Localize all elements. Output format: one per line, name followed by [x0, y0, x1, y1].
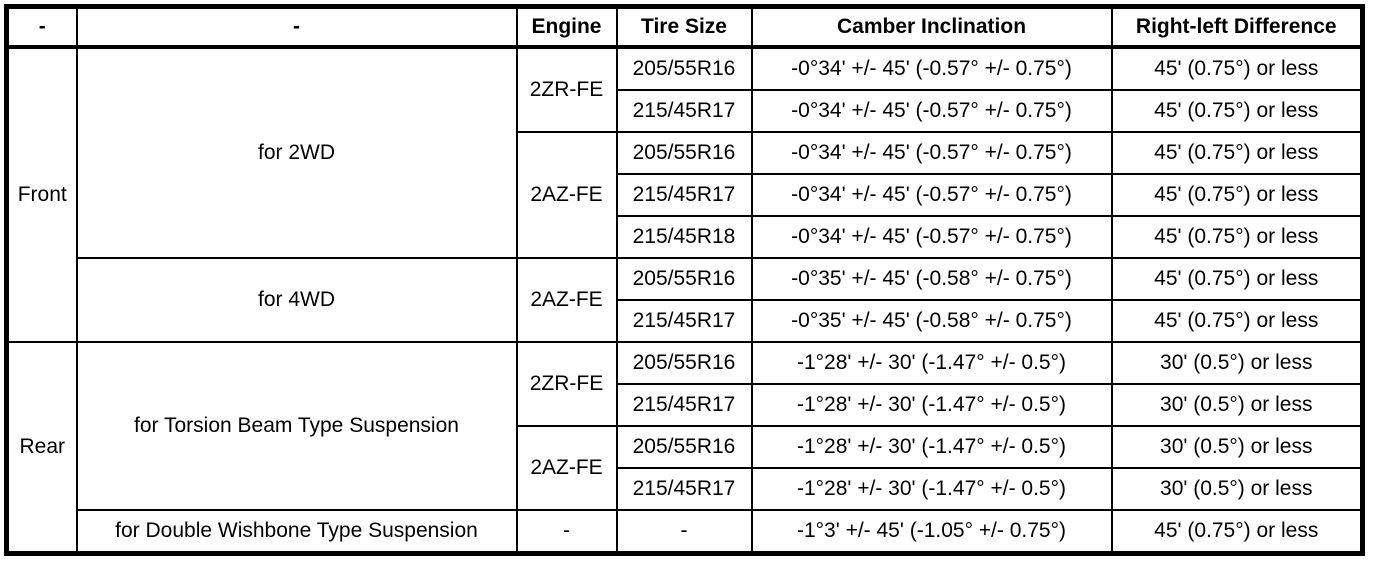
tire-size-cell: - — [617, 510, 752, 554]
camber-value-cell: -0°34' +/- 45' (-0.57° +/- 0.75°) — [752, 90, 1112, 132]
difference-value-cell: 30' (0.5°) or less — [1112, 468, 1363, 510]
header-row — [7, 7, 1363, 48]
camber-value-cell: -0°34' +/- 45' (-0.57° +/- 0.75°) — [752, 174, 1112, 216]
difference-value-cell: 30' (0.5°) or less — [1112, 426, 1363, 468]
config-label-cell: for 2WD — [77, 47, 517, 258]
config-label-cell: for 4WD — [77, 258, 517, 342]
difference-value-cell: 45' (0.75°) or less — [1112, 300, 1363, 342]
header-difference-col: Right-left Difference — [1112, 7, 1363, 48]
camber-value-cell: -0°34' +/- 45' (-0.57° +/- 0.75°) — [752, 47, 1112, 90]
engine-cell: 2ZR-FE — [517, 47, 617, 132]
camber-value-cell: -1°28' +/- 30' (-1.47° +/- 0.5°) — [752, 384, 1112, 426]
tire-size-cell: 205/55R16 — [617, 426, 752, 468]
camber-value-cell: -0°34' +/- 45' (-0.57° +/- 0.75°) — [752, 132, 1112, 174]
engine-cell: 2AZ-FE — [517, 132, 617, 258]
header-tire-size-col: Tire Size — [617, 7, 752, 48]
axle-label-cell: Rear — [7, 342, 77, 554]
camber-value-cell: -1°3' +/- 45' (-1.05° +/- 0.75°) — [752, 510, 1112, 554]
engine-cell: 2ZR-FE — [517, 342, 617, 426]
tire-size-cell: 205/55R16 — [617, 342, 752, 384]
tire-size-cell: 215/45R17 — [617, 174, 752, 216]
header-camber-col: Camber Inclination — [752, 7, 1112, 48]
camber-value-cell: -0°35' +/- 45' (-0.58° +/- 0.75°) — [752, 300, 1112, 342]
tire-size-cell: 215/45R17 — [617, 384, 752, 426]
camber-specification-table — [4, 4, 1365, 556]
difference-value-cell: 45' (0.75°) or less — [1112, 216, 1363, 258]
tire-size-cell: 215/45R17 — [617, 468, 752, 510]
camber-value-cell: -0°35' +/- 45' (-0.58° +/- 0.75°) — [752, 258, 1112, 300]
difference-value-cell: 45' (0.75°) or less — [1112, 90, 1363, 132]
table-row — [7, 47, 1363, 90]
header-axle-col: - — [7, 7, 77, 48]
difference-value-cell: 45' (0.75°) or less — [1112, 174, 1363, 216]
difference-value-cell: 45' (0.75°) or less — [1112, 47, 1363, 90]
difference-value-cell: 45' (0.75°) or less — [1112, 132, 1363, 174]
difference-value-cell: 45' (0.75°) or less — [1112, 258, 1363, 300]
camber-value-cell: -0°34' +/- 45' (-0.57° +/- 0.75°) — [752, 216, 1112, 258]
tire-size-cell: 205/55R16 — [617, 258, 752, 300]
table-row — [7, 510, 1363, 554]
difference-value-cell: 30' (0.5°) or less — [1112, 384, 1363, 426]
table-row — [7, 342, 1363, 384]
config-label-cell: for Torsion Beam Type Suspension — [77, 342, 517, 510]
tire-size-cell: 205/55R16 — [617, 132, 752, 174]
engine-cell: - — [517, 510, 617, 554]
camber-value-cell: -1°28' +/- 30' (-1.47° +/- 0.5°) — [752, 426, 1112, 468]
camber-value-cell: -1°28' +/- 30' (-1.47° +/- 0.5°) — [752, 468, 1112, 510]
difference-value-cell: 45' (0.75°) or less — [1112, 510, 1363, 554]
table-row — [7, 258, 1363, 300]
tire-size-cell: 215/45R18 — [617, 216, 752, 258]
axle-label-cell: Front — [7, 47, 77, 342]
header-engine-col: Engine — [517, 7, 617, 48]
tire-size-cell: 215/45R17 — [617, 300, 752, 342]
config-label-cell: for Double Wishbone Type Suspension — [77, 510, 517, 554]
camber-value-cell: -1°28' +/- 30' (-1.47° +/- 0.5°) — [752, 342, 1112, 384]
tire-size-cell: 205/55R16 — [617, 47, 752, 90]
engine-cell: 2AZ-FE — [517, 426, 617, 510]
difference-value-cell: 30' (0.5°) or less — [1112, 342, 1363, 384]
header-config-col: - — [77, 7, 517, 48]
engine-cell: 2AZ-FE — [517, 258, 617, 342]
tire-size-cell: 215/45R17 — [617, 90, 752, 132]
